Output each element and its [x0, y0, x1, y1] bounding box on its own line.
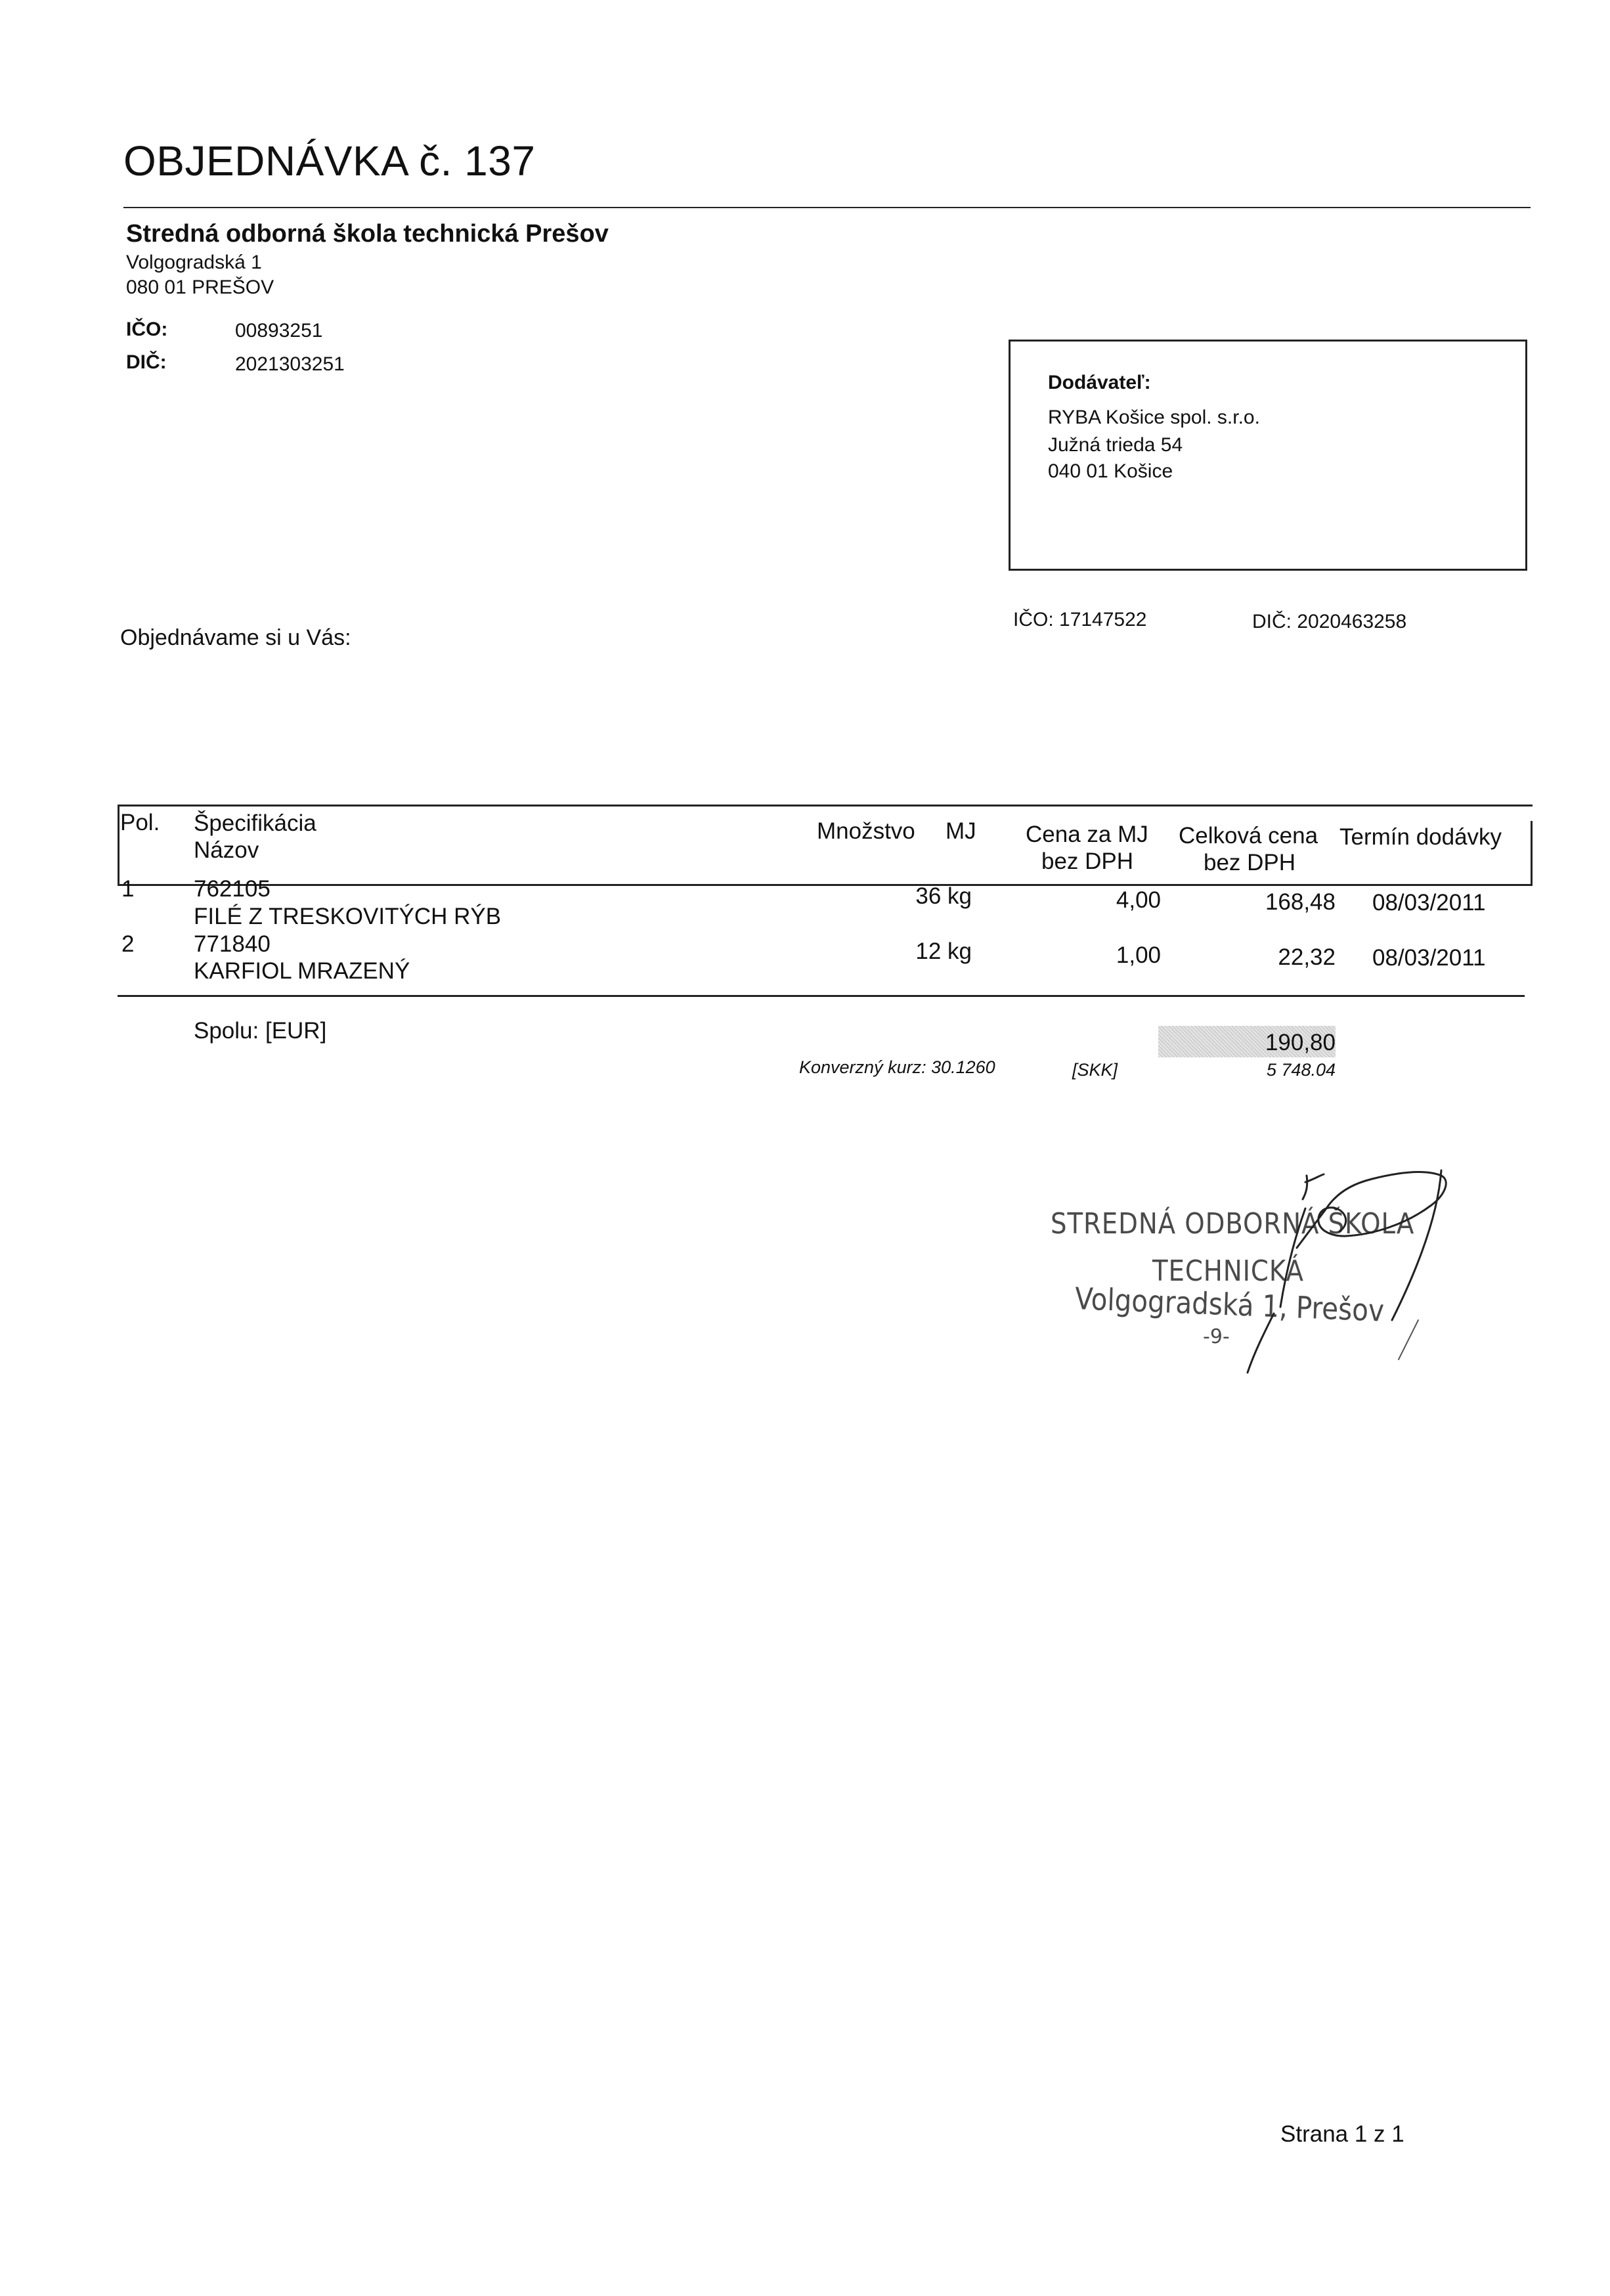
row2-unit-price: 1,00	[1116, 942, 1161, 968]
table-bottom-border	[118, 995, 1525, 997]
total-label: Spolu: [EUR]	[194, 1018, 327, 1044]
row1-qty: 36 kg	[915, 883, 972, 909]
total-skk: 5 748.04	[1266, 1060, 1336, 1080]
table-header-border	[118, 884, 1533, 886]
buyer-city: 080 01 PREŠOV	[126, 276, 274, 298]
row2-name: KARFIOL MRAZENÝ	[194, 958, 410, 984]
stamp-line3: Volgogradská 1, Prešov	[1074, 1281, 1385, 1329]
supplier-label: Dodávateľ:	[1048, 372, 1151, 393]
page-number: Strana 1 z 1	[1280, 2121, 1404, 2147]
skk-label: [SKK]	[1072, 1060, 1118, 1080]
row2-pol: 2	[121, 931, 135, 957]
table-top-border	[118, 805, 1533, 806]
header-cena-mj-sub: bez DPH	[1041, 849, 1134, 874]
row2-date: 08/03/2011	[1372, 945, 1486, 971]
row1-code: 762105	[194, 876, 271, 902]
buyer-name: Stredná odborná škola technická Prešov	[126, 220, 609, 248]
header-mnozstvo: Množstvo	[817, 818, 915, 844]
row2-total: 22,32	[1278, 944, 1336, 970]
header-cena-mj: Cena za MJ	[1026, 822, 1148, 847]
title-divider	[123, 207, 1531, 208]
row1-name: FILÉ Z TRESKOVITÝCH RÝB	[194, 904, 502, 929]
supplier-dic: DIČ: 2020463258	[1252, 611, 1407, 632]
row1-date: 08/03/2011	[1372, 890, 1486, 916]
supplier-street: Južná trieda 54	[1048, 434, 1183, 456]
buyer-ico-label: IČO:	[126, 319, 168, 340]
buyer-dic: 2021303251	[235, 353, 345, 375]
total-eur: 190,80	[1265, 1030, 1336, 1055]
row2-qty: 12 kg	[915, 938, 972, 964]
header-termin: Termín dodávky	[1339, 824, 1502, 850]
header-spec: Špecifikácia	[194, 810, 316, 836]
order-title: OBJEDNÁVKA č. 137	[123, 137, 536, 185]
header-celkova-sub: bez DPH	[1204, 850, 1296, 875]
supplier-city: 040 01 Košice	[1048, 460, 1173, 482]
buyer-ico: 00893251	[235, 320, 323, 342]
stamp-line1: STREDNÁ ODBORNÁ ŠKOLA	[1051, 1207, 1415, 1241]
stamp-line4: -9-	[1203, 1325, 1230, 1348]
order-intro: Objednávame si u Vás:	[120, 625, 351, 650]
header-mj: MJ	[946, 818, 976, 844]
header-pol: Pol.	[120, 810, 160, 835]
table-right-border	[1531, 821, 1533, 886]
supplier-name: RYBA Košice spol. s.r.o.	[1048, 407, 1260, 428]
supplier-ico: IČO: 17147522	[1013, 609, 1147, 630]
stamp-line2: TECHNICKÁ	[1152, 1254, 1304, 1288]
header-celkova: Celková cena	[1179, 823, 1318, 849]
buyer-dic-label: DIČ:	[126, 351, 167, 373]
header-nazov: Názov	[194, 837, 259, 863]
row1-unit-price: 4,00	[1116, 887, 1161, 913]
row2-code: 771840	[194, 931, 271, 957]
row1-total: 168,48	[1265, 889, 1336, 915]
row1-pol: 1	[121, 876, 135, 902]
table-left-border	[118, 805, 120, 886]
signature	[1208, 1156, 1484, 1379]
buyer-street: Volgogradská 1	[126, 252, 262, 273]
conversion-rate: Konverzný kurz: 30.1260	[799, 1057, 995, 1077]
